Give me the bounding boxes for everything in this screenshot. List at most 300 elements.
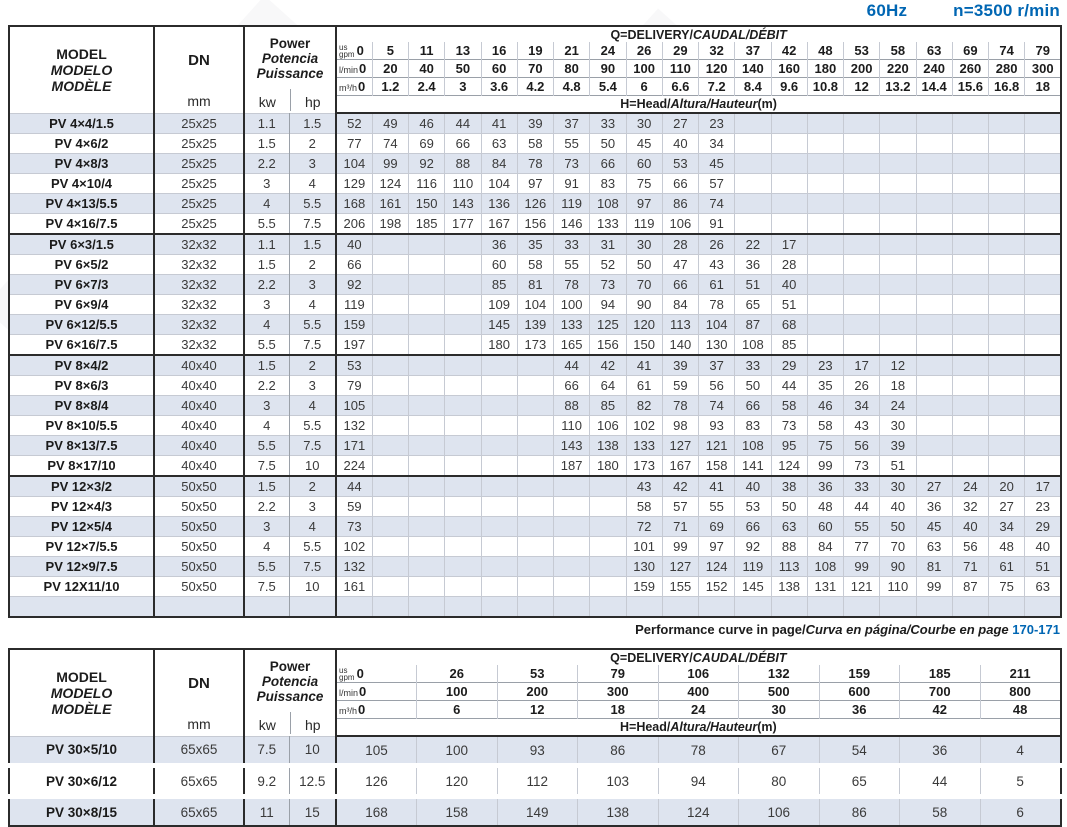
head-value-cell (409, 517, 445, 537)
kw-cell: 7.5 (244, 577, 289, 597)
flow-value-cell: 63 (916, 42, 952, 60)
power-label-fr: Puissance (256, 66, 324, 82)
head-value-cell: 109 (481, 295, 517, 315)
head-value-cell (517, 355, 553, 376)
flow-value-cell: us gpm 0 (336, 665, 417, 683)
head-value-cell (445, 335, 481, 356)
head-value-cell: 75 (989, 577, 1025, 597)
head-value-cell: 171 (336, 436, 372, 456)
head-value-cell (989, 174, 1025, 194)
flow-value-cell: 50 (445, 60, 481, 78)
head-value-cell: 39 (880, 436, 916, 456)
head-value-cell: 63 (771, 517, 807, 537)
table-row (9, 295, 1061, 315)
dn-cell: 32x32 (154, 255, 244, 275)
head-value-cell (372, 275, 408, 295)
head-value-cell (952, 214, 988, 235)
head-value-cell (445, 396, 481, 416)
head-value-cell: 29 (1025, 517, 1061, 537)
head-value-cell: 51 (1025, 557, 1061, 577)
head-value-cell (771, 154, 807, 174)
head-value-cell: 104 (699, 315, 735, 335)
dn-cell (154, 597, 244, 618)
head-value-cell (409, 476, 445, 497)
dn-cell: 65x65 (154, 736, 244, 766)
head-value-cell (952, 234, 988, 255)
head-value-cell (880, 214, 916, 235)
head-value-cell: 66 (445, 134, 481, 154)
head-value-cell: 73 (771, 416, 807, 436)
flow-value-cell: 1.2 (372, 78, 408, 96)
head-value-cell (481, 436, 517, 456)
head-value-cell (372, 436, 408, 456)
head-value-cell (880, 255, 916, 275)
flow-value-cell: 120 (699, 60, 735, 78)
head-value-cell (844, 174, 880, 194)
flow-value-cell: 185 (900, 665, 981, 683)
hp-cell: 12.5 (289, 766, 336, 797)
head-value-cell: 73 (590, 275, 626, 295)
table-row (9, 234, 1061, 255)
head-value-cell: 94 (590, 295, 626, 315)
head-value-cell: 99 (916, 577, 952, 597)
head-value-cell (807, 275, 843, 295)
head-value-cell: 126 (336, 766, 417, 797)
head-value-cell (1025, 255, 1061, 275)
table-row (9, 577, 1061, 597)
dn-cell: 25x25 (154, 113, 244, 134)
head-value-cell: 105 (336, 396, 372, 416)
table-row (9, 174, 1061, 194)
flow-value-cell: 42 (771, 42, 807, 60)
head-value-cell (372, 597, 408, 618)
head-value-cell: 138 (578, 797, 659, 827)
head-value-cell: 44 (336, 476, 372, 497)
head-value-cell (916, 154, 952, 174)
head-value-cell: 58 (900, 797, 981, 827)
kw-cell: 3 (244, 396, 289, 416)
model-cell (9, 597, 154, 618)
head-value-cell (735, 113, 771, 134)
model-cell: PV 4×8/3 (9, 154, 154, 174)
head-value-cell: 121 (844, 577, 880, 597)
dn-column-header (154, 26, 244, 113)
head-value-cell: 63 (916, 537, 952, 557)
head-value-cell: 33 (735, 355, 771, 376)
head-value-cell (916, 234, 952, 255)
head-value-cell: 82 (626, 396, 662, 416)
flow-value-cell: 7.2 (699, 78, 735, 96)
head-value-cell: 40 (1025, 537, 1061, 557)
table-row (9, 396, 1061, 416)
head-value-cell (372, 577, 408, 597)
head-value-cell (771, 597, 807, 618)
model-cell: PV 12×7/5.5 (9, 537, 154, 557)
model-cell: PV 6×5/2 (9, 255, 154, 275)
head-value-cell (880, 315, 916, 335)
flow-value-cell: 400 (658, 683, 739, 701)
head-value-cell (554, 476, 590, 497)
head-value-cell: 34 (699, 134, 735, 154)
model-label-es: MODELO (50, 61, 113, 78)
head-value-cell: 49 (372, 113, 408, 134)
flow-value-cell: 106 (658, 665, 739, 683)
head-value-cell: 156 (590, 335, 626, 356)
head-value-cell: 42 (662, 476, 698, 497)
dn-cell: 65x65 (154, 766, 244, 797)
dn-cell: 50x50 (154, 537, 244, 557)
flow-value-cell: 26 (417, 665, 498, 683)
head-value-cell: 88 (554, 396, 590, 416)
head-value-cell: 152 (699, 577, 735, 597)
head-value-cell (372, 537, 408, 557)
head-value-cell (590, 557, 626, 577)
head-value-cell: 108 (590, 194, 626, 214)
head-value-cell (735, 174, 771, 194)
flow-value-cell: 4.2 (517, 78, 553, 96)
power-column-header (244, 26, 336, 113)
head-value-cell: 37 (554, 113, 590, 134)
head-value-cell: 87 (952, 577, 988, 597)
head-value-cell (880, 174, 916, 194)
head-value-cell: 110 (554, 416, 590, 436)
head-value-cell: 58 (807, 416, 843, 436)
head-value-cell (989, 597, 1025, 618)
head-value-cell: 101 (626, 537, 662, 557)
hp-cell: 4 (289, 174, 336, 194)
head-value-cell (916, 335, 952, 356)
hp-cell: 5.5 (289, 416, 336, 436)
kw-cell: 5.5 (244, 335, 289, 356)
table-row (9, 557, 1061, 577)
dn-cell: 32x32 (154, 315, 244, 335)
head-value-cell: 83 (590, 174, 626, 194)
flow-value-cell: 140 (735, 60, 771, 78)
head-value-cell: 5 (980, 766, 1061, 797)
table-row (9, 797, 1061, 827)
head-value-cell (517, 517, 553, 537)
model-cell: PV 6×3/1.5 (9, 234, 154, 255)
head-value-cell: 61 (626, 376, 662, 396)
flow-value-cell: 80 (554, 60, 590, 78)
flow-value-cell: l/min0 (336, 60, 372, 78)
flow-value-cell: 11 (409, 42, 445, 60)
head-value-cell (590, 577, 626, 597)
model-cell: PV 8×4/2 (9, 355, 154, 376)
head-value-cell (916, 134, 952, 154)
head-value-cell (590, 517, 626, 537)
kw-cell: 1.1 (244, 113, 289, 134)
head-value-cell: 143 (554, 436, 590, 456)
head-value-cell: 24 (952, 476, 988, 497)
head-value-cell: 61 (699, 275, 735, 295)
hp-cell: 5.5 (289, 194, 336, 214)
head-value-cell (481, 517, 517, 537)
head-value-cell (916, 275, 952, 295)
hp-cell: 7.5 (289, 335, 336, 356)
head-value-cell: 85 (590, 396, 626, 416)
head-value-cell (409, 376, 445, 396)
head-value-cell (372, 456, 408, 477)
head-value-cell (1025, 214, 1061, 235)
table-row (9, 315, 1061, 335)
table-row (9, 456, 1061, 477)
note-page-ref: 170-171 (1012, 622, 1060, 637)
head-value-cell: 59 (662, 376, 698, 396)
head-value-cell (445, 416, 481, 436)
flow-value-cell: 53 (497, 665, 578, 683)
head-value-cell: 99 (662, 537, 698, 557)
head-value-cell (880, 134, 916, 154)
head-value-cell (1025, 436, 1061, 456)
hp-cell: 1.5 (289, 113, 336, 134)
dn-cell: 25x25 (154, 134, 244, 154)
head-value-cell: 20 (989, 476, 1025, 497)
head-value-cell: 66 (735, 396, 771, 416)
hp-cell: 2 (289, 134, 336, 154)
head-value-cell (989, 113, 1025, 134)
head-value-cell: 39 (662, 355, 698, 376)
head-value-cell (481, 396, 517, 416)
head-value-cell (807, 134, 843, 154)
dn-column-header: DN mm (154, 649, 244, 736)
head-value-cell (880, 295, 916, 315)
head-value-cell: 90 (880, 557, 916, 577)
flow-value-cell: 13 (445, 42, 481, 60)
head-value-cell (844, 154, 880, 174)
head-value-cell (844, 335, 880, 356)
flow-value-cell: 19 (517, 42, 553, 60)
head-value-cell (336, 597, 372, 618)
head-value-cell (844, 315, 880, 335)
head-value-cell: 112 (497, 766, 578, 797)
model-cell: PV 6×16/7.5 (9, 335, 154, 356)
head-value-cell (409, 497, 445, 517)
head-value-cell: 41 (626, 355, 662, 376)
head-value-cell: 27 (989, 497, 1025, 517)
head-value-cell (735, 194, 771, 214)
head-value-cell: 103 (578, 766, 659, 797)
head-value-cell (1025, 597, 1061, 618)
delivery-header: Q=DELIVERY/CAUDAL/DÉBIT (336, 649, 1061, 665)
flow-value-cell: 220 (880, 60, 916, 78)
model-cell: PV 6×9/4 (9, 295, 154, 315)
dn-cell: 40x40 (154, 456, 244, 477)
head-value-cell: 66 (662, 275, 698, 295)
head-value-cell (554, 557, 590, 577)
flow-value-cell: 48 (980, 701, 1061, 719)
head-value-cell: 167 (481, 214, 517, 235)
flow-value-cell: 6 (417, 701, 498, 719)
head-value-cell (409, 396, 445, 416)
head-value-cell: 70 (626, 275, 662, 295)
head-value-cell (1025, 134, 1061, 154)
head-value-cell (989, 456, 1025, 477)
dn-cell: 40x40 (154, 376, 244, 396)
model-cell: PV 12×5/4 (9, 517, 154, 537)
head-value-cell: 74 (699, 396, 735, 416)
flow-value-cell: 3 (445, 78, 481, 96)
head-value-cell (916, 396, 952, 416)
head-value-cell (916, 456, 952, 477)
kw-cell: 1.5 (244, 255, 289, 275)
head-value-cell (771, 214, 807, 235)
hp-cell: 3 (289, 376, 336, 396)
flow-value-cell: 180 (807, 60, 843, 78)
head-value-cell: 28 (662, 234, 698, 255)
head-value-cell: 102 (336, 537, 372, 557)
dn-cell: 32x32 (154, 295, 244, 315)
model-cell: PV 8×10/5.5 (9, 416, 154, 436)
head-value-cell (445, 476, 481, 497)
head-value-cell: 71 (952, 557, 988, 577)
kw-cell: 7.5 (244, 736, 289, 766)
table-row (9, 113, 1061, 134)
head-value-cell: 37 (699, 355, 735, 376)
dn-label: DN (188, 52, 210, 70)
head-value-cell: 40 (662, 134, 698, 154)
head-value-cell: 92 (336, 275, 372, 295)
head-value-cell: 180 (481, 335, 517, 356)
head-value-cell: 79 (336, 376, 372, 396)
head-value-cell (916, 174, 952, 194)
head-value-cell (844, 295, 880, 315)
flow-value-cell: 5 (372, 42, 408, 60)
head-value-cell: 34 (989, 517, 1025, 537)
head-value-cell (989, 355, 1025, 376)
head-value-cell (807, 174, 843, 194)
head-value-cell: 33 (844, 476, 880, 497)
head-value-cell: 130 (626, 557, 662, 577)
flow-value-cell: 13.2 (880, 78, 916, 96)
head-value-cell (916, 376, 952, 396)
head-value-cell (409, 456, 445, 477)
flow-value-cell: 42 (900, 701, 981, 719)
hp-cell: 5.5 (289, 537, 336, 557)
head-value-cell (807, 154, 843, 174)
head-value-cell: 56 (952, 537, 988, 557)
head-value-cell (807, 214, 843, 235)
head-value-cell: 120 (417, 766, 498, 797)
flow-value-cell: 21 (554, 42, 590, 60)
head-value-cell (844, 255, 880, 275)
head-value-cell: 86 (662, 194, 698, 214)
head-value-cell (445, 436, 481, 456)
kw-cell: 7.5 (244, 456, 289, 477)
flow-value-cell: 100 (626, 60, 662, 78)
head-value-cell (445, 577, 481, 597)
head-value-cell: 132 (336, 416, 372, 436)
dn-cell: 25x25 (154, 174, 244, 194)
table1-header (9, 26, 1061, 113)
head-value-cell (1025, 234, 1061, 255)
head-value-cell: 64 (590, 376, 626, 396)
head-value-cell: 97 (626, 194, 662, 214)
head-value-cell (481, 456, 517, 477)
head-value-cell: 124 (771, 456, 807, 477)
head-value-cell (916, 295, 952, 315)
model-cell: PV 30×8/15 (9, 797, 154, 827)
head-value-cell: 158 (699, 456, 735, 477)
dn-cell: 25x25 (154, 194, 244, 214)
kw-cell: 1.5 (244, 355, 289, 376)
kw-cell: 1.5 (244, 476, 289, 497)
head-value-cell: 78 (699, 295, 735, 315)
head-value-cell (844, 275, 880, 295)
kw-cell: 2.2 (244, 376, 289, 396)
flow-value-cell: 18 (1025, 78, 1061, 96)
head-value-cell (481, 476, 517, 497)
head-value-cell: 83 (735, 416, 771, 436)
hp-cell: 7.5 (289, 214, 336, 235)
hp-cell: 7.5 (289, 436, 336, 456)
head-value-cell (989, 396, 1025, 416)
head-value-cell (445, 295, 481, 315)
head-value-cell (372, 315, 408, 335)
head-value-cell (952, 194, 988, 214)
head-value-cell: 139 (517, 315, 553, 335)
head-value-cell (989, 154, 1025, 174)
model-label-en: MODEL (56, 45, 107, 62)
head-value-cell (952, 275, 988, 295)
head-value-cell: 136 (481, 194, 517, 214)
head-value-cell: 143 (445, 194, 481, 214)
head-value-cell: 206 (336, 214, 372, 235)
dn-cell: 40x40 (154, 396, 244, 416)
head-value-cell: 57 (699, 174, 735, 194)
head-value-cell: 177 (445, 214, 481, 235)
head-value-cell: 4 (980, 736, 1061, 766)
kw-cell: 3 (244, 174, 289, 194)
head-value-cell (989, 416, 1025, 436)
head-value-cell: 44 (554, 355, 590, 376)
table-row (9, 376, 1061, 396)
head-value-cell: 29 (771, 355, 807, 376)
head-value-cell (916, 597, 952, 618)
flow-value-cell: 58 (880, 42, 916, 60)
head-value-cell: 92 (409, 154, 445, 174)
head-value-cell: 119 (336, 295, 372, 315)
dn-cell: 32x32 (154, 335, 244, 356)
head-header: H=Head/Altura/Hauteur(m) (336, 719, 1061, 737)
head-value-cell (1025, 335, 1061, 356)
head-value-cell: 104 (517, 295, 553, 315)
head-value-cell (952, 255, 988, 275)
head-value-cell (844, 597, 880, 618)
head-value-cell: 133 (590, 214, 626, 235)
head-value-cell (989, 335, 1025, 356)
head-value-cell: 53 (336, 355, 372, 376)
head-value-cell: 59 (336, 497, 372, 517)
head-value-cell (916, 355, 952, 376)
table-row (9, 597, 1061, 618)
kw-cell: 3 (244, 295, 289, 315)
head-value-cell: 40 (880, 497, 916, 517)
head-value-cell: 224 (336, 456, 372, 477)
flow-value-cell: 14.4 (916, 78, 952, 96)
frequency-speed-header (8, 1, 1060, 21)
flow-value-cell: 30 (739, 701, 820, 719)
hp-cell: 4 (289, 517, 336, 537)
head-value-cell: 31 (590, 234, 626, 255)
head-value-cell: 50 (626, 255, 662, 275)
flow-value-cell: 160 (771, 60, 807, 78)
head-value-cell (445, 497, 481, 517)
head-value-cell (952, 295, 988, 315)
head-value-cell (771, 134, 807, 154)
head-value-cell: 159 (626, 577, 662, 597)
head-value-cell: 35 (807, 376, 843, 396)
